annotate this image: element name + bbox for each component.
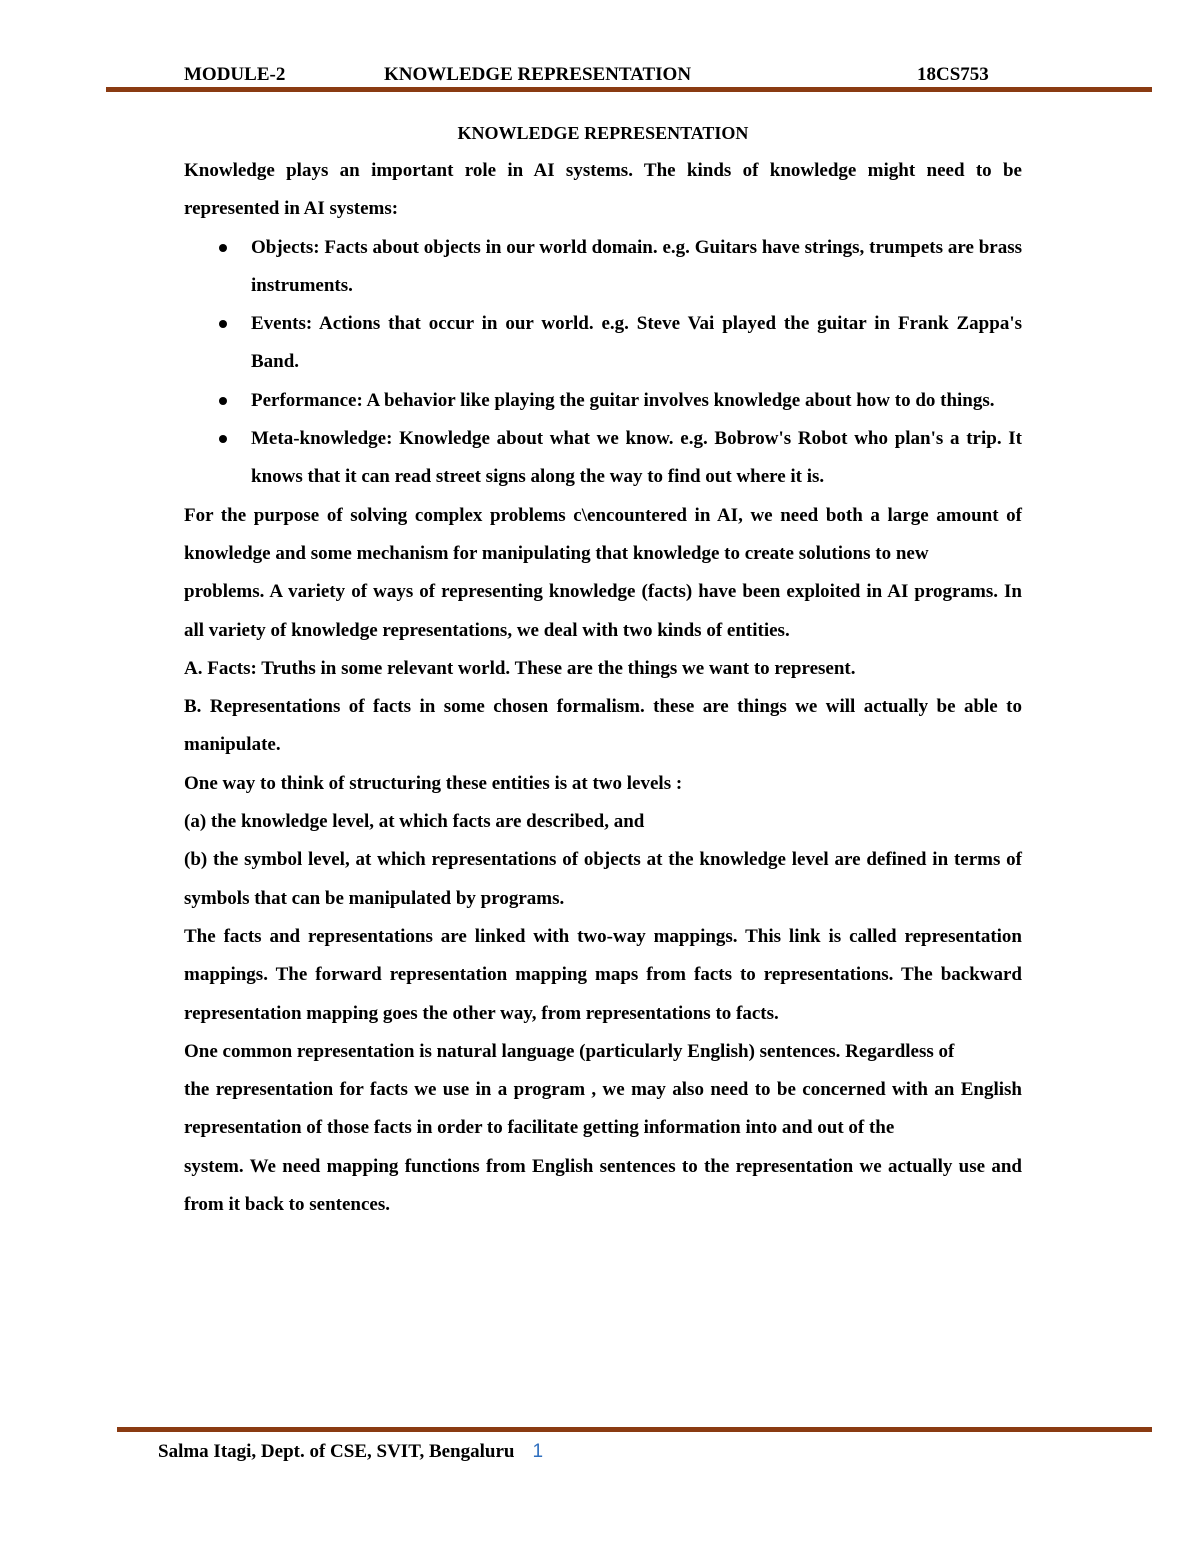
list-item <box>251 305 1022 382</box>
levels-intro: One way to think of structuring these entities is at two levels : <box>184 772 683 794</box>
common-representation-paragraph-2: the representation for facts we use in a program , we may also need to be concerned with an English representation of those facts in order to facilitate getting information into and out of the <box>184 1079 1022 1139</box>
footer-author: Salma Itagi, Dept. of CSE, SVIT, Bengaluru <box>158 1441 515 1462</box>
list-item <box>251 420 1022 497</box>
page-number: 1 <box>532 1441 544 1462</box>
common-representation-paragraph: One common representation is natural language (particularly English) sentences. Regardless of <box>184 1040 955 1062</box>
entity-b-text: Representations of facts in some chosen formalism. these are things we will actually be able to manipulate. <box>184 696 1022 756</box>
intro-paragraph: Knowledge plays an important role in AI systems. The kinds of knowledge might need to be represented in AI systems: <box>184 160 1022 220</box>
list-item-text: Performance: A behavior like playing the guitar involves knowledge about how to do things. <box>251 389 995 411</box>
header-rule <box>106 87 1152 92</box>
bullet-icon <box>219 320 227 328</box>
list-item-text: Meta-knowledge: Knowledge about what we know. e.g. Bobrow's Robot who plan's a trip. It knows that it can read street signs along the way to find out where it is. <box>251 428 1022 488</box>
list-item <box>251 229 1022 306</box>
knowledge-level: (a) the knowledge level, at which facts are described, and <box>184 811 645 833</box>
purpose-paragraph-continued: problems. A variety of ways of representing knowledge (facts) have been exploited in AI programs. In all variety of knowledge representations, we deal with two kinds of entities. <box>184 581 1022 641</box>
entity-a-label: A. <box>184 657 203 679</box>
bullet-icon <box>219 397 227 405</box>
symbol-level: (b) the symbol level, at which representations of objects at the knowledge level are defined in terms of symbols that can be manipulated by programs. <box>184 849 1022 909</box>
header-course-code: 18CS753 <box>917 64 989 85</box>
common-representation-paragraph-3: system. We need mapping functions from English sentences to the representation we actually use and from it back to sentences. <box>184 1155 1022 1216</box>
entity-b <box>184 688 1022 765</box>
entity-b-label: B. <box>184 696 202 718</box>
mappings-paragraph: The facts and representations are linked with two-way mappings. This link is called representation mappings. The forward representation mapping maps from facts to representations. The backward representation mapping goes the other way, from representations to facts. <box>184 925 1022 1024</box>
list-item-text: Objects: Facts about objects in our world domain. e.g. Guitars have strings, trumpets are brass instruments. <box>251 236 1022 296</box>
entity-a-text: Facts: Truths in some relevant world. These are the things we want to represent. <box>202 657 856 679</box>
header-module: MODULE-2 <box>184 64 286 85</box>
page-footer <box>158 1441 543 1463</box>
list-item-text: Events: Actions that occur in our world. e.g. Steve Vai played the guitar in Frank Zappa's Band. <box>251 313 1022 373</box>
page-body <box>184 114 1022 1224</box>
purpose-paragraph: For the purpose of solving complex problems c\encountered in AI, we need both a large amount of knowledge and some mechanism for manipulating that knowledge to create solutions to new <box>184 504 1022 564</box>
knowledge-kinds-list <box>184 229 1022 497</box>
header-title: KNOWLEDGE REPRESENTATION <box>384 64 692 85</box>
footer-rule <box>117 1427 1152 1432</box>
list-item <box>251 382 1022 420</box>
bullet-icon <box>219 435 227 443</box>
entity-a <box>184 650 1022 688</box>
document-title: KNOWLEDGE REPRESENTATION <box>457 123 749 143</box>
bullet-icon <box>219 244 227 252</box>
